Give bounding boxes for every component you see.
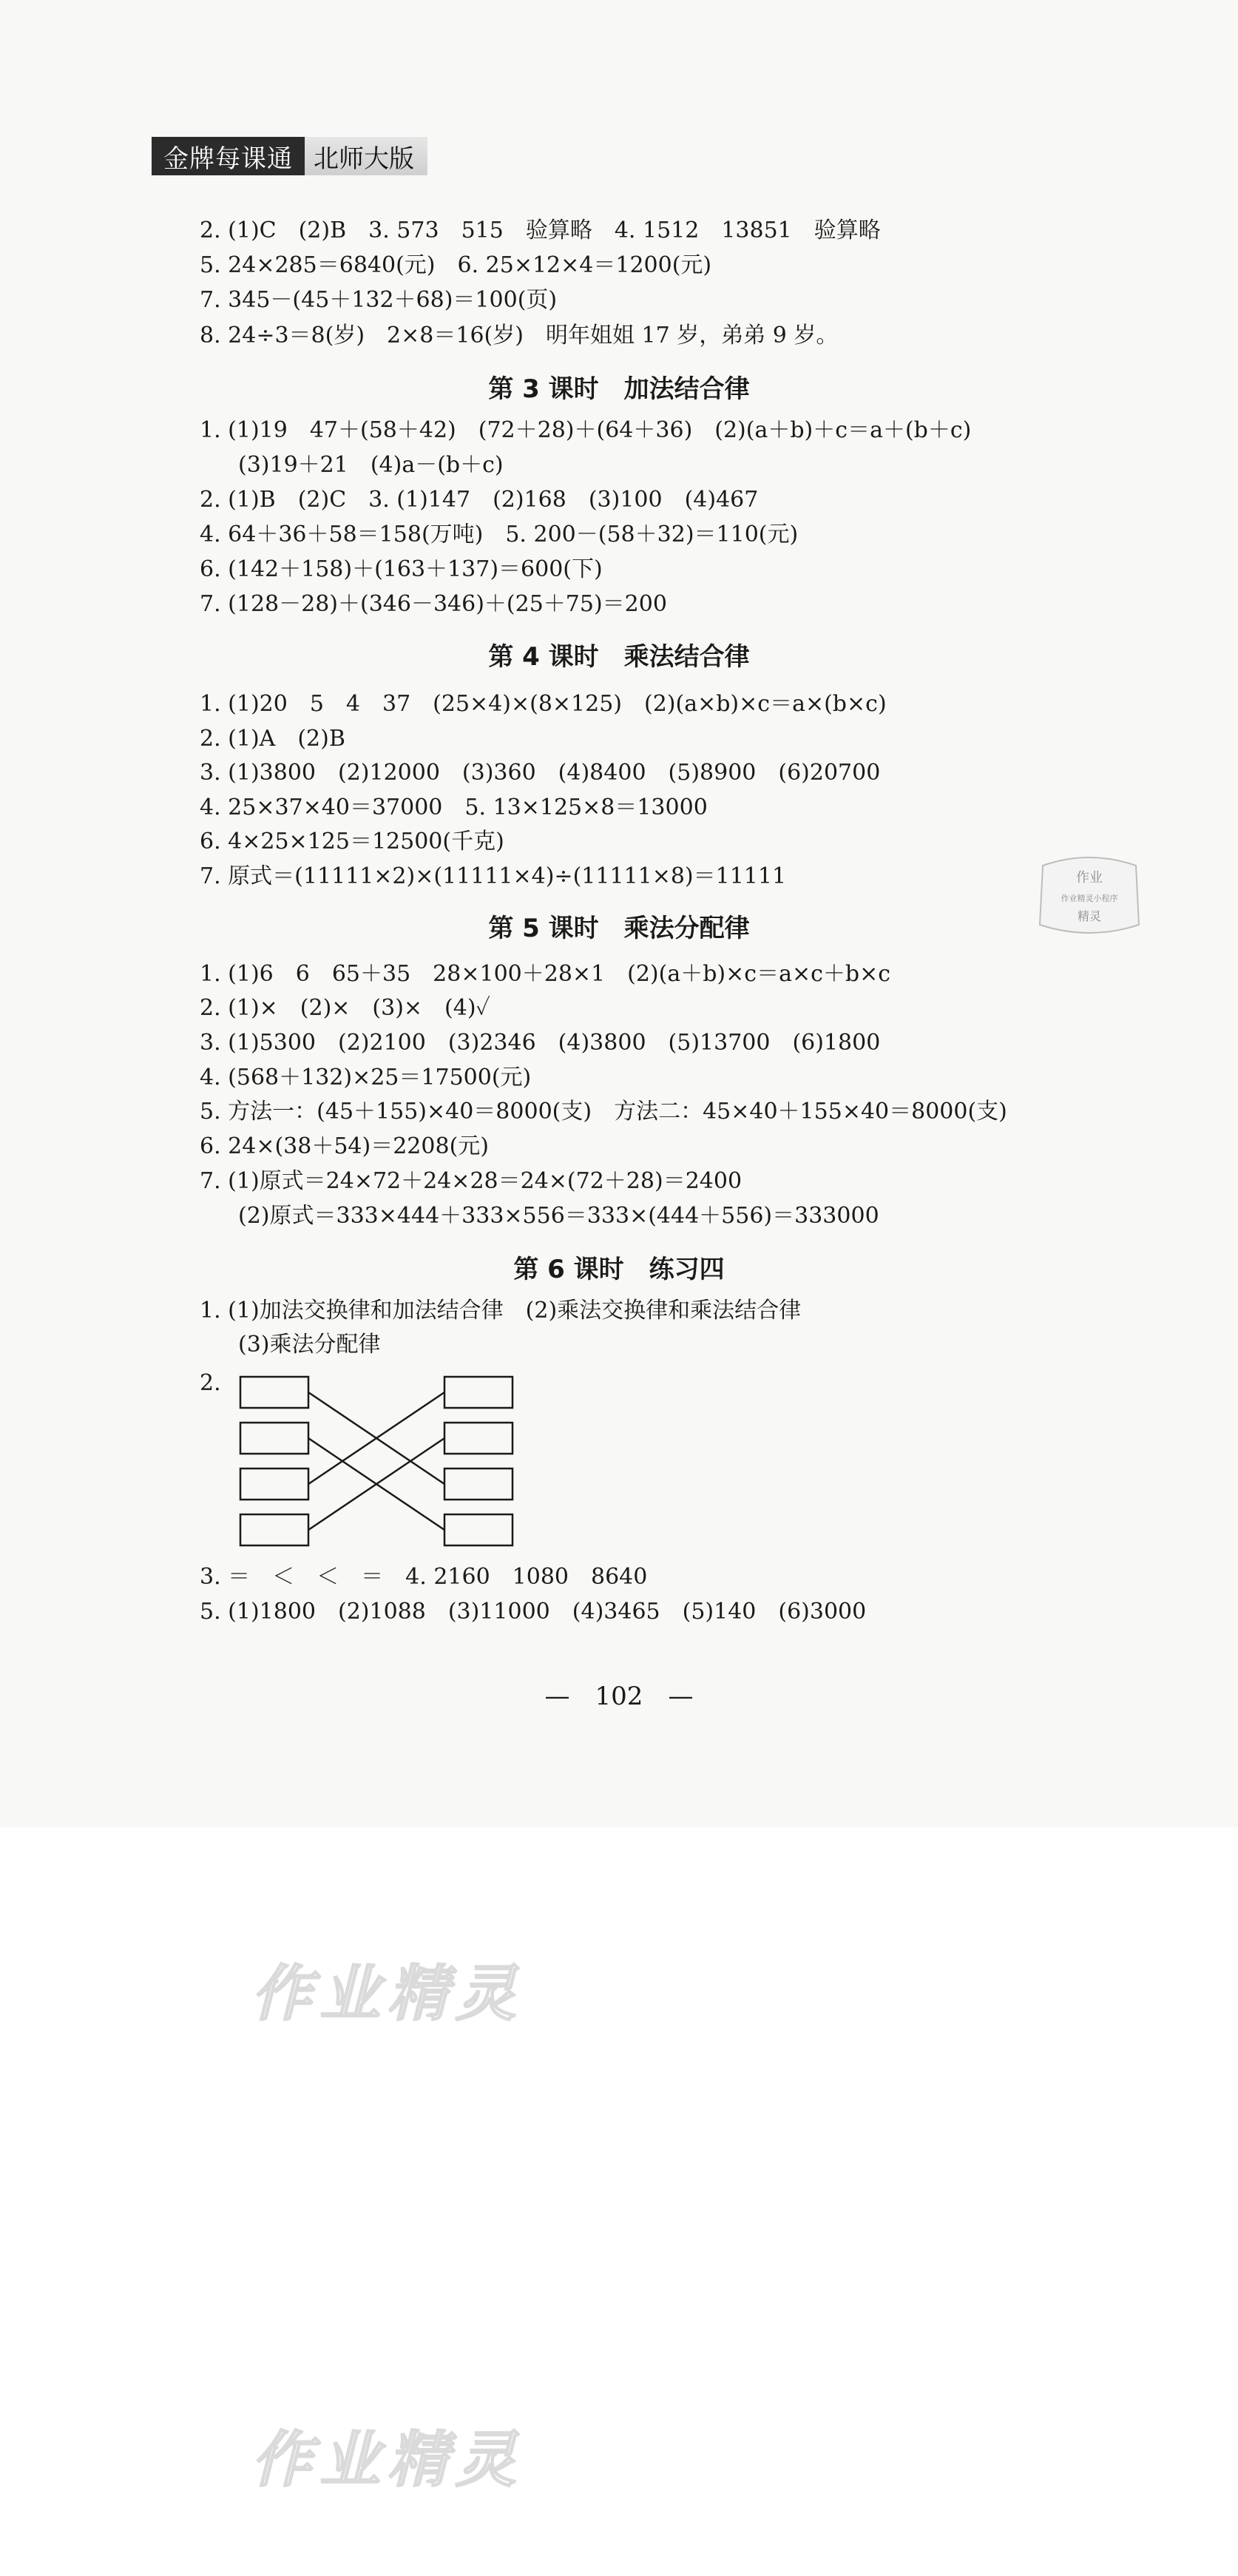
answer-line: 3. (1)5300 (2)2100 (3)2346 (4)3800 (5)13700 (6)1800	[200, 1030, 881, 1056]
section-title: 第 3 课时 加法结合律	[488, 374, 750, 404]
edition-label: 北师大版	[305, 137, 427, 175]
answer-line: (3)19＋21 (4)a－(b＋c)	[238, 452, 504, 478]
watermark: 作业精灵	[251, 1959, 524, 2029]
answer-line: 1. (1)6 6 65＋35 28×100＋28×1 (2)(a＋b)×c＝a×c＋b×c	[200, 961, 891, 987]
answer-line: 2. (1)A (2)B	[200, 726, 345, 752]
stamp-top-text: 作业	[1076, 870, 1103, 886]
answer-line: 2. (1)× (2)× (3)× (4)✓	[200, 995, 490, 1021]
answer-line: 5. 方法一：(45＋155)×40＝8000(支) 方法二：45×40＋155×40＝8000(支)	[200, 1099, 1007, 1125]
answer-line: 6. 24×(38＋54)＝2208(元)	[200, 1133, 489, 1159]
stamp-logo	[1034, 851, 1145, 940]
left-box	[240, 1514, 308, 1545]
left-box	[240, 1423, 308, 1454]
book-header	[152, 137, 427, 175]
matching-diagram	[237, 1372, 518, 1557]
answer-line: 6. 4×25×125＝12500(千克)	[200, 829, 504, 854]
answer-line: 1. (1)19 47＋(58＋42) (72＋28)＋(64＋36) (2)(a＋b)＋c＝a＋(b＋c)	[200, 417, 972, 443]
answer-line: 2.	[200, 1370, 221, 1396]
answer-line: 6. (142＋158)＋(163＋137)＝600(下)	[200, 556, 603, 582]
answer-line: 3. ＝ ＜ ＜ ＝ 4. 2160 1080 8640	[200, 1564, 648, 1590]
answer-line: 5. (1)1800 (2)1088 (3)11000 (4)3465 (5)140 (6)3000	[200, 1599, 867, 1625]
stamp-middle-text: 作业精灵小程序	[1061, 894, 1118, 903]
answer-line: 8. 24÷3＝8(岁) 2×8＝16(岁) 明年姐姐 17 岁，弟弟 9 岁。	[200, 323, 839, 348]
section-title: 第 4 课时 乘法结合律	[488, 642, 750, 672]
answer-line: 2. (1)C (2)B 3. 573 515 验算略 4. 1512 13851 验算略	[200, 218, 881, 243]
answer-line: 7. (128－28)＋(346－346)＋(25＋75)＝200	[200, 591, 667, 617]
brand-label: 金牌每课通	[152, 137, 305, 175]
answer-line: 3. (1)3800 (2)12000 (3)360 (4)8400 (5)8900 (6)20700	[200, 760, 881, 786]
answer-line: 7. 345－(45＋132＋68)＝100(页)	[200, 287, 558, 313]
section-title: 第 5 课时 乘法分配律	[488, 914, 750, 943]
right-box	[444, 1377, 513, 1408]
answer-line: 1. (1)加法交换律和加法结合律 (2)乘法交换律和乘法结合律	[200, 1298, 802, 1324]
stamp-bottom-text: 精灵	[1077, 909, 1102, 923]
left-box	[240, 1469, 308, 1500]
answer-line: 4. 25×37×40＝37000 5. 13×125×8＝13000	[200, 795, 708, 820]
answer-line: 5. 24×285＝6840(元) 6. 25×12×4＝1200(元)	[200, 252, 712, 278]
answer-line: (2)原式＝333×444＋333×556＝333×(444＋556)＝333000	[238, 1203, 879, 1229]
answer-line: 2. (1)B (2)C 3. (1)147 (2)168 (3)100 (4)467	[200, 487, 759, 513]
right-box	[444, 1469, 513, 1500]
right-box	[444, 1514, 513, 1545]
watermark: 作业精灵	[251, 2425, 524, 2495]
answer-line: 4. 64＋36＋58＝158(万吨) 5. 200－(58＋32)＝110(元)	[200, 522, 799, 547]
left-box	[240, 1377, 308, 1408]
answer-line: (3)乘法分配律	[238, 1332, 381, 1358]
page-number: — 102 —	[544, 1682, 694, 1711]
answer-line: 4. (568＋132)×25＝17500(元)	[200, 1065, 532, 1090]
answer-line: 1. (1)20 5 4 37 (25×4)×(8×125) (2)(a×b)×c＝a×(b×c)	[200, 691, 887, 717]
section-title: 第 6 课时 练习四	[513, 1255, 725, 1284]
answer-line: 7. (1)原式＝24×72＋24×28＝24×(72＋28)＝2400	[200, 1168, 743, 1194]
right-box	[444, 1423, 513, 1454]
answer-line: 7. 原式＝(11111×2)×(11111×4)÷(11111×8)＝11111	[200, 863, 787, 889]
